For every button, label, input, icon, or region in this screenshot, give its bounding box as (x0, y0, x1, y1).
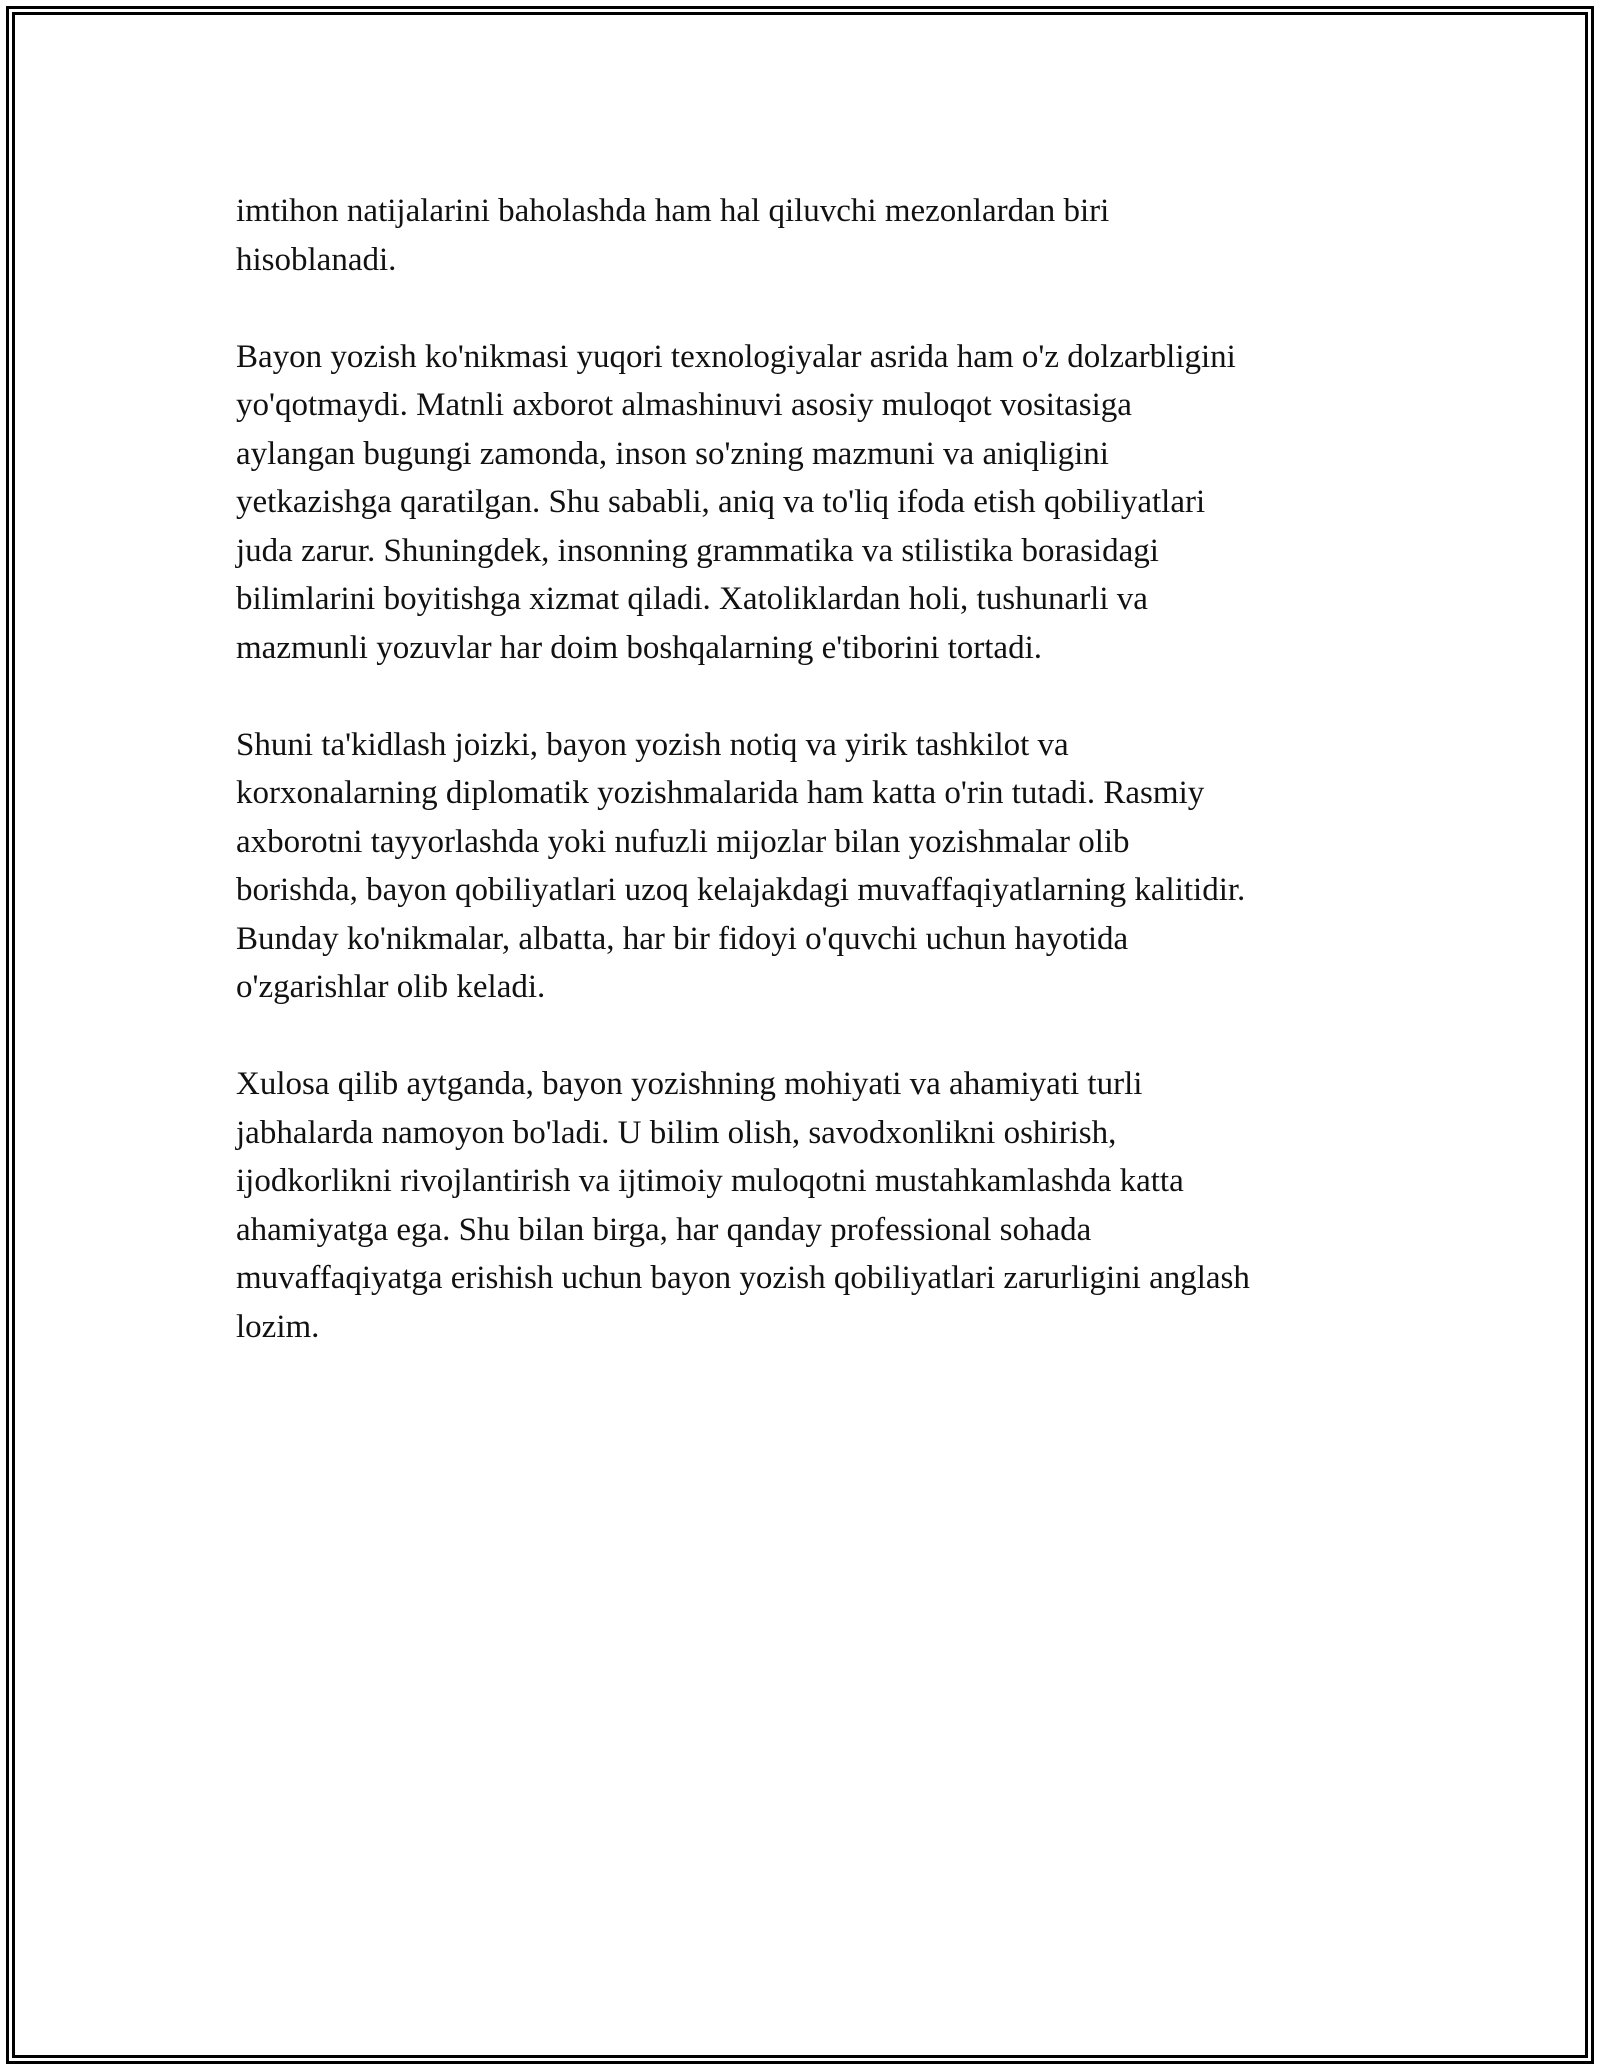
text-line: imtihon natijalarini baholashda ham hal qiluvchi mezonlardan biri (236, 193, 1110, 229)
text-line: hisoblanadi. (236, 241, 397, 278)
text-line: Bayon yozish ko'nikmasi yuqori texnologiyalar asrida ham o'z dolzarbligini (236, 338, 1236, 375)
text-line: Shuni ta'kidlash joizki, bayon yozish notiq va yirik tashkilot va (236, 726, 1069, 763)
text-line: yetkazishga qaratilgan. Shu sababli, aniq va to'liq ifoda etish qobiliyatlari (236, 484, 1206, 520)
paragraph-3 (236, 721, 1376, 1012)
text-line: jabhalarda namoyon bo'ladi. U bilim olish, savodxonlikni oshirish, (236, 1114, 1117, 1151)
text-line: muvaffaqiyatga erishish uchun bayon yozish qobiliyatlari zarurligini anglash (236, 1260, 1250, 1296)
text-line: o'zgarishlar olib keladi. (236, 969, 546, 1005)
text-line: ijodkorlikni rivojlantirish va ijtimoiy muloqotni mustahkamlashda katta (236, 1163, 1184, 1199)
text-line: mazmunli yozuvlar har doim boshqalarning e'tiborini tortadi. (236, 629, 1043, 666)
text-line: Xulosa qilib aytganda, bayon yozishning mohiyati va ahamiyati turli (236, 1066, 1143, 1102)
text-line: ahamiyatga ega. Shu bilan birga, har qanday professional sohada (236, 1211, 1092, 1248)
text-line: yo'qotmaydi. Matnli axborot almashinuvi asosiy muloqot vositasiga (236, 387, 1132, 423)
text-line: axborotni tayyorlashda yoki nufuzli mijozlar bilan yozishmalar olib (236, 823, 1130, 860)
text-line: korxonalarning diplomatik yozishmalarida ham katta o'rin tutadi. Rasmiy (236, 775, 1205, 811)
text-line: juda zarur. Shuningdek, insonning grammatika va stilistika borasidagi (236, 532, 1159, 569)
text-line: Bunday ko'nikmalar, albatta, har bir fidoyi o'quvchi uchun hayotida (236, 920, 1129, 957)
text-line: aylangan bugungi zamonda, inson so'zning mazmuni va aniqligini (236, 435, 1109, 472)
text-line: borishda, bayon qobiliyatlari uzoq kelajakdagi muvaffaqiyatlarning kalitidir. (236, 872, 1246, 908)
text-line: bilimlarini boyitishga xizmat qiladi. Xatoliklardan holi, tushunarli va (236, 581, 1148, 617)
text-line: lozim. (236, 1308, 320, 1345)
paragraph-1 (236, 187, 1376, 284)
paragraph-4 (236, 1060, 1376, 1351)
document-body (236, 187, 1376, 1400)
paragraph-2 (236, 333, 1376, 673)
